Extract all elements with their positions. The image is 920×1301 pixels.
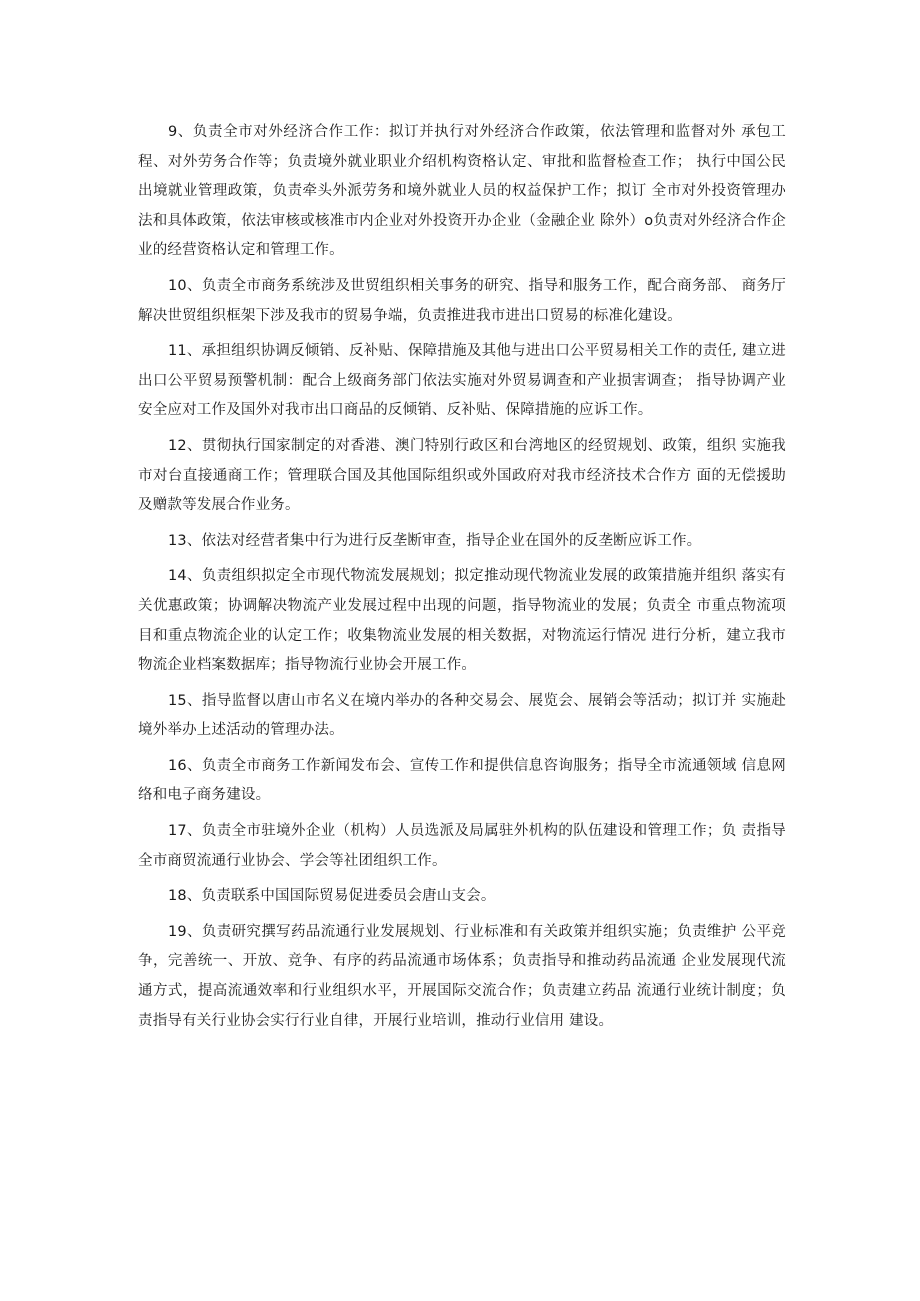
paragraph-item-17: 17、负责全市驻境外企业（机构）人员选派及局属驻外机构的队伍建设和管理工作；负 责指导全市商贸流通行业协会、学会等社团组织工作。	[138, 823, 786, 869]
document-page	[138, 118, 786, 1042]
paragraph-item-14: 14、负责组织拟定全市现代物流发展规划；拟定推动现代物流业发展的政策措施并组织 落实有关优惠政策；协调解决物流产业发展过程中出现的问题，指导物流业的发展；负责全 市重点物流项目和重点物流企业的认定工作；收集物流业发展的相关数据，对物流运行情况 进行分析，建立我市物流企业档案数据库；指导物流行业协会开展工作。	[138, 568, 786, 674]
paragraph-item-13: 13、依法对经营者集中行为进行反垄断审查，指导企业在国外的反垄断应诉工作。	[168, 532, 702, 549]
paragraph-item-10: 10、负责全市商务系统涉及世贸组织相关事务的研究、指导和服务工作，配合商务部、 商务厅解决世贸组织框架下涉及我市的贸易争端，负责推进我市进出口贸易的标准化建设。	[138, 277, 786, 324]
paragraph-item-11: 11、承担组织协调反倾销、反补贴、保障措施及其他与进出口公平贸易相关工作的责任, 建立进出口公平贸易预警机制：配合上级商务部门依法实施对外贸易调查和产业损害调查； 指导协调产业安全应对工作及国外对我市出口商品的反倾销、反补贴、保障措施的应诉工作。	[138, 343, 786, 419]
paragraph-item-18: 18、负责联系中国国际贸易促进委员会唐山支会。	[168, 888, 496, 905]
paragraph-item-16: 16、负责全市商务工作新闻发布会、宣传工作和提供信息咨询服务；指导全市流通领域 信息网络和电子商务建设。	[138, 757, 786, 804]
paragraph-item-19: 19、负责研究撰写药品流通行业发展规划、行业标准和有关政策并组织实施；负责维护 公平竞争，完善统一、开放、竞争、有序的药品流通市场体系；负责指导和推动药品流通 企业发展现代流通方式，提高流通效率和行业组织水平，开展国际交流合作；负责建立药品 流通行业统计制度；负责指导有关行业协会实行行业自律，开展行业培训，推动行业信用 建设。	[138, 923, 786, 1029]
paragraph-item-9: 9、负责全市对外经济合作工作：拟订并执行对外经济合作政策，依法管理和监督对外 承包工程、对外劳务合作等；负责境外就业职业介绍机构资格认定、审批和监督检查工作； 执行中国公民出境就业管理政策，负责牵头外派劳务和境外就业人员的权益保护工作；拟订 全市对外投资管理办法和具体政策，依法审核或核准市内企业对外投资开办企业（金融企业 除外）o负责对外经济合作企业的经营资格认定和管理工作。	[138, 124, 786, 259]
paragraph-item-15: 15、指导监督以唐山市名义在境内举办的各种交易会、展览会、展销会等活动；拟订并 实施赴境外举办上述活动的管理办法。	[138, 692, 786, 739]
paragraph-item-12: 12、贯彻执行国家制定的对香港、澳门特别行政区和台湾地区的经贸规划、政策，组织 实施我市对台直接通商工作；管理联合国及其他国际组织或外国政府对我市经济技术合作方 面的无偿援助及赠款等发展合作业务。	[138, 437, 786, 514]
